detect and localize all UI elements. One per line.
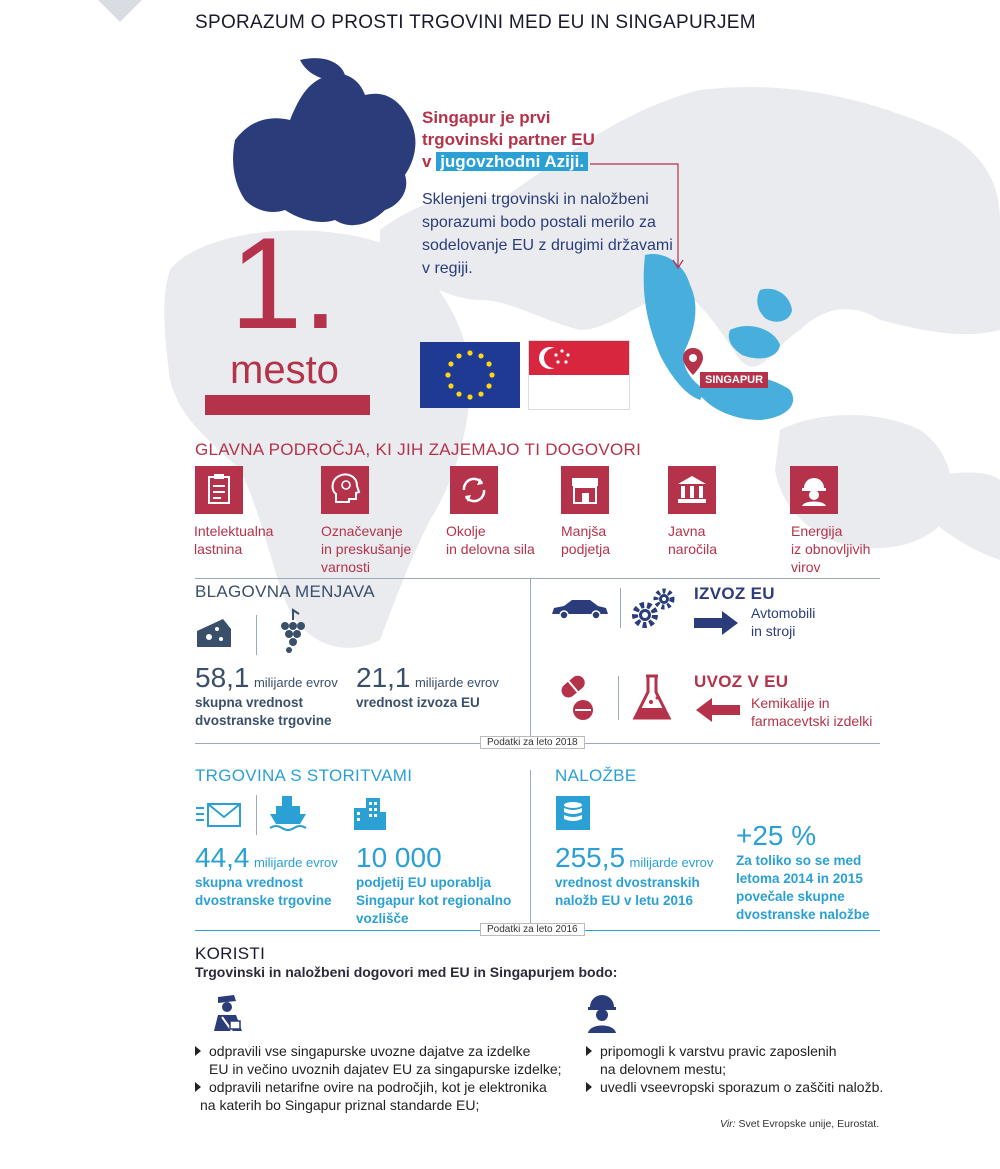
area-4-line-2: podjetja [561, 541, 611, 557]
benefits-subheading: Trgovinski in naložbeni dogovori med EU in Singapurjem bodo: [195, 964, 618, 980]
services-companies-value: 10 000 [356, 842, 442, 873]
area-5-line-2: naročila [668, 541, 718, 557]
area-1-line-2: lastnina [194, 541, 243, 557]
area-4-line-1: Manjša [561, 523, 607, 539]
goods-heading: BLAGOVNA MENJAVA [195, 582, 375, 601]
investment-growth-desc-3: povečale skupne [736, 889, 845, 904]
goods-total-unit: milijarde evrov [253, 675, 338, 690]
services-icon-separator [256, 795, 257, 835]
area-6-line-2: iz obnovljivih [791, 541, 871, 557]
cheese-icon [195, 615, 235, 651]
benefit-left-1-line-1: odpravili vse singapurske uvozne dajatve za izdelke [209, 1043, 531, 1059]
goods-total-desc-1: skupna vrednost [195, 695, 304, 710]
recycle-icon [450, 466, 498, 514]
benefit-right-2-line-1: uvedli vseevropski sporazum o zaščiti naložb. [600, 1079, 884, 1095]
source-label: Vir: [720, 1118, 736, 1130]
export-desc-1: Avtomobili [751, 605, 816, 621]
worker-icon [584, 993, 620, 1033]
area-1-line-1: Intelektualna [194, 523, 274, 539]
customs-officer-icon [210, 993, 246, 1033]
investment-stat-2 [736, 820, 870, 924]
import-icon-separator [618, 676, 619, 720]
area-2-line-2: in preskušanje [321, 541, 412, 557]
area-6-line-1: Energija [791, 523, 843, 539]
goods-export-value: 21,1 [356, 662, 411, 693]
singapore-flag-icon [528, 340, 630, 410]
area-label-6 [791, 522, 911, 576]
export-heading: IZVOZ EU [694, 584, 775, 603]
import-desc-1: Kemikalije in [751, 695, 830, 711]
eu-star [467, 394, 472, 399]
ship-icon [268, 794, 308, 834]
map-label-singapore: SINGAPUR [700, 372, 768, 388]
benefit-left-2 [195, 1078, 547, 1114]
investment-heading: NALOŽBE [555, 766, 637, 785]
export-desc [751, 604, 815, 640]
rank-number: 1. [230, 210, 339, 356]
goods-export-unit: milijarde evrov [414, 675, 499, 690]
source-note [720, 1118, 879, 1130]
note-2018: Podatki za leto 2018 [480, 736, 585, 749]
area-2-line-3: varnosti [321, 559, 371, 575]
export-arrow-icon [694, 609, 740, 637]
email-icon [196, 800, 242, 830]
area-3-line-2: in delovna sila [446, 541, 535, 557]
investment-growth-desc-4: dvostranske naložbe [736, 907, 870, 922]
investment-desc-1: vrednost dvostranskih [555, 875, 700, 890]
government-building-icon [668, 466, 716, 514]
services-total-unit: milijarde evrov [253, 855, 338, 870]
import-desc [751, 694, 872, 730]
import-heading: UVOZ V EU [694, 672, 789, 691]
page-title: SPORAZUM O PROSTI TRGOVINI MED EU IN SINGAPURJEM [195, 12, 756, 33]
divider-vertical-1 [530, 578, 531, 743]
area-2-line-1: Označevanje [321, 523, 403, 539]
rank-bar [205, 395, 370, 415]
eu-star [448, 361, 453, 366]
investment-stat-1 [555, 842, 713, 910]
goods-stat-2 [356, 662, 499, 712]
eu-star [448, 383, 453, 388]
import-arrow-icon [694, 696, 740, 724]
bullet-icon [195, 1082, 201, 1092]
benefit-right-1 [586, 1042, 837, 1078]
export-icon-separator [620, 588, 621, 628]
import-desc-2: farmacevtski izdelki [751, 713, 873, 729]
services-companies-desc-2: Singapur kot regionalno [356, 893, 512, 908]
area-6-line-3: virov [791, 559, 821, 575]
bullet-icon [586, 1082, 592, 1092]
source-text: Svet Evropske unije, Eurostat. [738, 1118, 880, 1130]
clipboard-icon [195, 466, 243, 514]
rank-word: mesto [230, 348, 339, 392]
area-label-4 [561, 522, 681, 558]
eu-star [456, 353, 461, 358]
services-stat-1 [195, 842, 338, 910]
benefit-left-1-line-2: EU in večino uvoznih dajatev EU za singapurske izdelke; [209, 1061, 562, 1077]
headline-line-3-prefix: v [422, 152, 432, 171]
benefit-left-2-line-2: na katerih bo Singapur priznal standarde EU; [200, 1097, 480, 1113]
area-label-5 [668, 522, 788, 558]
flask-icon [631, 672, 673, 724]
services-total-value: 44,4 [195, 842, 250, 873]
services-companies-desc-1: podjetij EU uporablja [356, 875, 492, 890]
benefit-right-1-line-2: na delovnem mestu; [600, 1061, 727, 1077]
bullet-icon [586, 1046, 592, 1056]
intro-text: Sklenjeni trgovinski in naložbeni sporazumi bodo postali merilo za sodelovanje EU z drugimi državami v regiji. [422, 191, 673, 277]
grapes-icon [275, 608, 309, 656]
eu-star [467, 350, 472, 355]
eu-star [456, 391, 461, 396]
services-total-desc-1: skupna vrednost [195, 875, 304, 890]
investment-growth-desc-1: Za toliko so se med [736, 853, 862, 868]
investment-unit: milijarde evrov [629, 855, 714, 870]
eu-star [478, 353, 483, 358]
pills-icon [555, 670, 599, 724]
area-label-1 [194, 522, 314, 558]
eu-star [489, 372, 494, 377]
headline-line-1: Singapur je prvi [422, 108, 551, 127]
gears-icon [630, 585, 678, 631]
goods-icon-separator [256, 615, 257, 655]
benefit-left-2-line-1: odpravili netarifne ovire na področjih, kot je elektronika [209, 1079, 547, 1095]
eu-flag-icon [420, 342, 520, 408]
eu-star [445, 372, 450, 377]
areas-heading: GLAVNA PODROČJA, KI JIH ZAJEMAJO TI DOGOVORI [195, 440, 642, 459]
investment-desc-2: naložb EU v letu 2016 [555, 893, 694, 908]
benefit-left-1 [195, 1042, 562, 1078]
export-desc-2: in stroji [751, 623, 796, 639]
services-companies-desc-3: vozlišče [356, 911, 409, 926]
area-5-line-1: Javna [668, 523, 706, 539]
eu-star [486, 383, 491, 388]
database-icon [556, 796, 590, 830]
services-stat-2 [356, 842, 511, 928]
car-icon [550, 596, 610, 620]
bullet-icon [195, 1046, 201, 1056]
divider-top [195, 578, 880, 579]
divider-vertical-2 [530, 770, 531, 930]
worker-helmet-icon [790, 466, 838, 514]
benefits-heading: KORISTI [195, 944, 266, 963]
investment-value: 255,5 [555, 842, 626, 873]
area-label-3 [446, 522, 566, 558]
headline-highlight: jugovzhodni Aziji. [436, 152, 588, 171]
eu-star [486, 361, 491, 366]
services-heading: TRGOVINA S STORITVAMI [195, 766, 413, 785]
office-buildings-icon [352, 796, 388, 832]
area-3-line-1: Okolje [446, 523, 486, 539]
benefit-right-1-line-1: pripomogli k varstvu pravic zaposlenih [600, 1043, 837, 1059]
head-lightbulb-icon [321, 466, 369, 514]
goods-export-desc: vrednost izvoza EU [356, 695, 480, 710]
shop-icon [561, 466, 609, 514]
headline-line-2: trgovinski partner EU [422, 130, 595, 149]
goods-stat-1 [195, 662, 338, 730]
area-label-2 [321, 522, 441, 576]
investment-growth-desc-2: letoma 2014 in 2015 [736, 871, 863, 886]
goods-total-value: 58,1 [195, 662, 250, 693]
services-total-desc-2: dvostranske trgovine [195, 893, 332, 908]
goods-total-desc-2: dvostranske trgovine [195, 713, 332, 728]
eu-star [478, 391, 483, 396]
investment-growth-value: +25 % [736, 820, 817, 851]
note-2016: Podatki za leto 2016 [480, 923, 585, 936]
benefit-right-2 [586, 1078, 883, 1096]
